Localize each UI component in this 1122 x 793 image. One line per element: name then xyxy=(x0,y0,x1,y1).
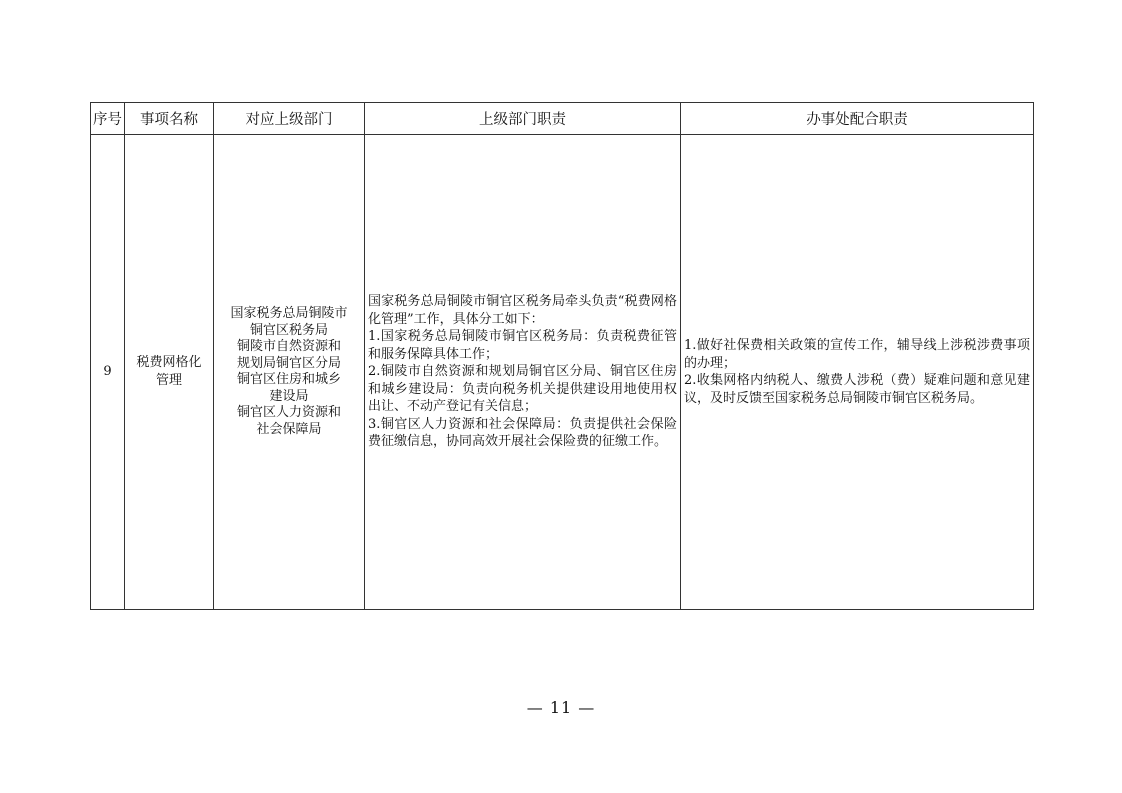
duty-paragraph: 3.铜官区人力资源和社会保障局：负责提供社会保险费征缴信息，协同高效开展社会保险费的征缴工作。 xyxy=(368,416,677,450)
header-item-name: 事项名称 xyxy=(125,103,214,135)
table-row xyxy=(91,135,1034,610)
item-name-line: 管理 xyxy=(155,373,182,388)
coop-paragraph: 1.做好社保费相关政策的宣传工作，辅导线上涉税涉费事项的办理； xyxy=(684,338,1030,371)
duty-paragraph: 2.铜陵市自然资源和规划局铜官区分局、铜官区住房和城乡建设局：负责向税务机关提供建设用地使用权出让、不动产登记有关信息； xyxy=(368,364,677,415)
row-item-name xyxy=(125,135,214,610)
department-line: 国家税务总局铜陵市 xyxy=(230,306,348,321)
item-name-line: 税费网格化 xyxy=(136,355,202,370)
coop-paragraph: 2.收集网格内纳税人、缴费人涉税（费）疑难问题和意见建议，及时反馈至国家税务总局铜陵市铜官区税务局。 xyxy=(684,373,1030,406)
department-line: 铜官区人力资源和 xyxy=(236,405,341,420)
row-index: 9 xyxy=(91,135,125,610)
department-line: 建设局 xyxy=(269,388,309,404)
duty-paragraph: 1.国家税务总局铜陵市铜官区税务局：负责税费征管和服务保障具体工作； xyxy=(368,329,677,362)
department-line: 铜陵市自然资源和 xyxy=(236,339,341,354)
header-department: 对应上级部门 xyxy=(214,103,365,135)
department-line: 铜官区税务局 xyxy=(249,322,328,338)
header-index: 序号 xyxy=(91,103,125,135)
row-department xyxy=(214,135,365,610)
row-department-duty xyxy=(365,135,681,610)
header-office-duty: 办事处配合职责 xyxy=(681,103,1034,135)
duty-table xyxy=(90,102,1034,610)
department-line: 规划局铜官区分局 xyxy=(236,355,341,371)
department-line: 社会保障局 xyxy=(256,421,322,437)
duty-paragraph: 国家税务总局铜陵市铜官区税务局牵头负责“税费网格化管理”工作，具体分工如下： xyxy=(368,294,677,327)
page-number: — 11 — xyxy=(526,698,596,717)
department-line: 铜官区住房和城乡 xyxy=(236,372,341,387)
row-office-duty xyxy=(681,135,1034,610)
header-department-duty: 上级部门职责 xyxy=(365,103,681,135)
table-header-row xyxy=(91,103,1034,135)
